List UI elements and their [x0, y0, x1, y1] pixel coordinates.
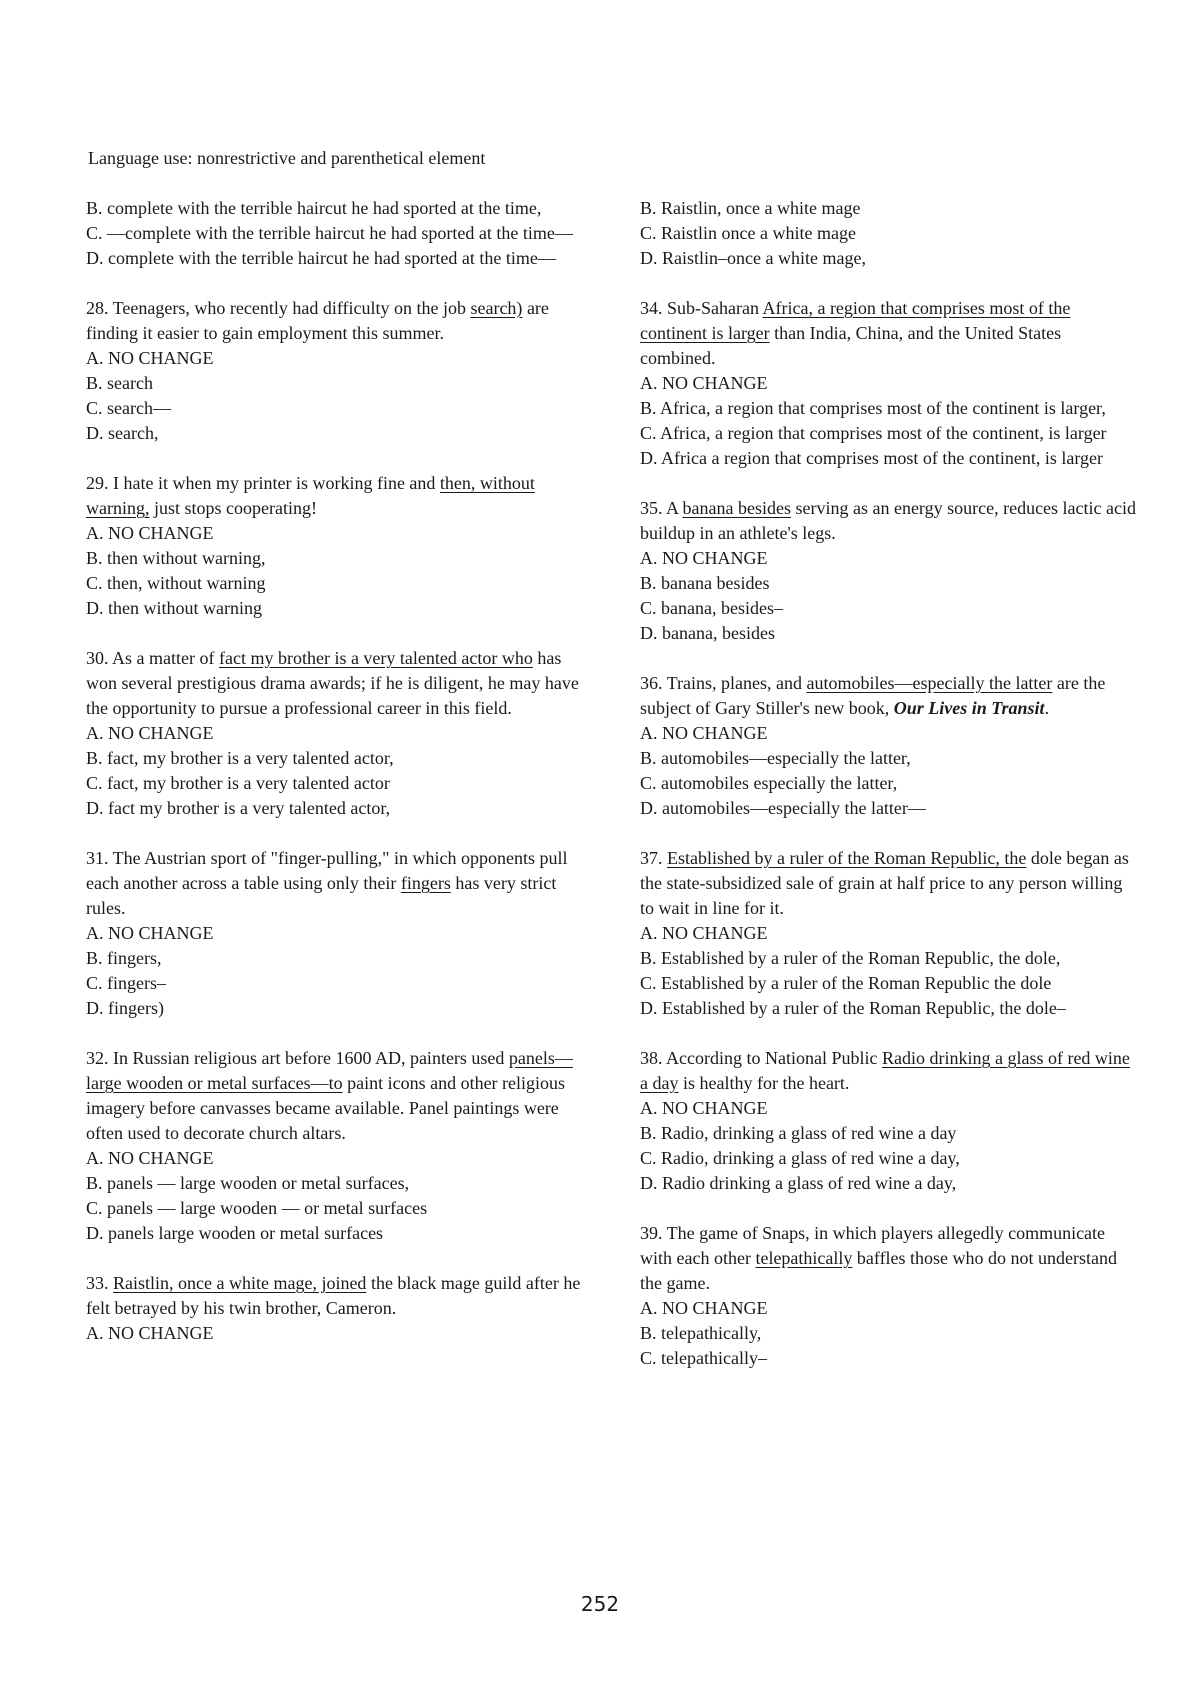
question-stem: [86, 471, 586, 521]
right-column: [640, 196, 1140, 1396]
answer-option: D. automobiles—especially the latter—: [640, 798, 926, 818]
answer-option: A. NO CHANGE: [640, 723, 768, 743]
answer-option: C. panels — large wooden — or metal surfaces: [86, 1198, 428, 1218]
answer-option: B. banana besides: [640, 573, 770, 593]
answer-option: A. NO CHANGE: [86, 723, 214, 743]
answer-option: A. NO CHANGE: [640, 923, 768, 943]
question-q34: [640, 296, 1140, 471]
stem-text: 35. A: [640, 498, 683, 518]
question-stem: [86, 296, 586, 346]
question-stem: [640, 1046, 1140, 1096]
underlined-text: automobiles—especially the latter: [806, 673, 1053, 693]
answer-option: A. NO CHANGE: [86, 523, 214, 543]
underlined-text: search): [470, 298, 523, 318]
answer-option: C. automobiles especially the latter,: [640, 773, 898, 793]
stem-text: than India, China, and the United States combined.: [640, 323, 1062, 368]
question-q32: [86, 1046, 586, 1246]
answer-option: C. then, without warning: [86, 573, 266, 593]
question-stem: [640, 296, 1140, 371]
answer-option: A. NO CHANGE: [640, 1298, 768, 1318]
answer-option: D. complete with the terrible haircut he had sported at the time—: [86, 248, 556, 268]
answer-option: B. search: [86, 373, 153, 393]
underlined-text: Established by a ruler of the Roman Republic, the: [667, 848, 1027, 868]
question-q27-cont: [86, 196, 586, 271]
stem-text: 38. According to National Public: [640, 1048, 882, 1068]
answer-option: A. NO CHANGE: [86, 1148, 214, 1168]
question-q33: [86, 1271, 586, 1346]
stem-text: 29. I hate it when my printer is working fine and: [86, 473, 440, 493]
stem-text: has won several prestigious drama awards; if he is diligent, he may have the opportunity to pursue a professional career in this field.: [86, 648, 579, 718]
stem-text: 32. In Russian religious art before 1600 AD, painters used: [86, 1048, 509, 1068]
left-column: [86, 196, 586, 1371]
stem-text: is healthy for the heart.: [678, 1073, 850, 1093]
stem-text: just stops cooperating!: [149, 498, 317, 518]
answer-option: B. telepathically,: [640, 1323, 762, 1343]
underlined-text: telepathically: [755, 1248, 853, 1268]
answer-option: D. panels large wooden or metal surfaces: [86, 1223, 384, 1243]
question-q36: [640, 671, 1140, 821]
answer-option: B. fingers,: [86, 948, 162, 968]
answer-option: C. Radio, drinking a glass of red wine a day,: [640, 1148, 960, 1168]
answer-option: C. search—: [86, 398, 171, 418]
question-stem: [640, 1221, 1140, 1296]
answer-option: D. banana, besides: [640, 623, 775, 643]
answer-option: C. Established by a ruler of the Roman Republic the dole: [640, 973, 1052, 993]
answer-option: C. Africa, a region that comprises most of the continent, is larger: [640, 423, 1107, 443]
underlined-text: Radio drinking a glass of red wine a day: [640, 1048, 1130, 1093]
underlined-text: then, without warning,: [86, 473, 535, 518]
answer-option: B. Radio, drinking a glass of red wine a day: [640, 1123, 957, 1143]
stem-text: 37.: [640, 848, 667, 868]
answer-option: A. NO CHANGE: [86, 923, 214, 943]
answer-option: A. NO CHANGE: [86, 348, 214, 368]
question-stem: [640, 496, 1140, 546]
question-q33-cont: [640, 196, 1140, 271]
answer-option: A. NO CHANGE: [640, 548, 768, 568]
answer-option: D. fingers): [86, 998, 164, 1018]
page-number: 252: [580, 1592, 620, 1616]
answer-option: B. automobiles—especially the latter,: [640, 748, 911, 768]
answer-option: C. banana, besides–: [640, 598, 783, 618]
answer-option: D. Established by a ruler of the Roman Republic, the dole–: [640, 998, 1066, 1018]
underlined-text: banana besides: [682, 498, 791, 518]
answer-option: B. Africa, a region that comprises most of the continent is larger,: [640, 398, 1106, 418]
stem-text: Our Lives in Transit: [893, 698, 1045, 718]
question-q29: [86, 471, 586, 621]
answer-option: D. Radio drinking a glass of red wine a day,: [640, 1173, 957, 1193]
answer-option: C. fact, my brother is a very talented actor: [86, 773, 390, 793]
answer-option: C. telepathically–: [640, 1348, 767, 1368]
stem-text: the black mage guild after he felt betrayed by his twin brother, Cameron.: [86, 1273, 581, 1318]
question-stem: [86, 1271, 586, 1321]
answer-option: D. fact my brother is a very talented actor,: [86, 798, 391, 818]
question-stem: [640, 846, 1140, 921]
answer-option: D. then without warning: [86, 598, 262, 618]
answer-option: C. —complete with the terrible haircut he had sported at the time—: [86, 223, 573, 243]
question-q38: [640, 1046, 1140, 1196]
underlined-text: panels—large wooden or metal surfaces—to: [86, 1048, 573, 1093]
question-stem: [86, 646, 586, 721]
answer-option: B. Raistlin, once a white mage: [640, 198, 861, 218]
answer-option: D. search,: [86, 423, 159, 443]
stem-text: dole began as the state-subsidized sale of grain at half price to any person willing to wait in line for it.: [640, 848, 1129, 918]
question-stem: [86, 846, 586, 921]
answer-option: C. fingers–: [86, 973, 166, 993]
stem-text: .: [1044, 698, 1050, 718]
question-q39: [640, 1221, 1140, 1371]
answer-option: B. fact, my brother is a very talented actor,: [86, 748, 394, 768]
question-stem: [640, 671, 1140, 721]
stem-text: are the subject of Gary Stiller's new book,: [640, 673, 1106, 718]
stem-text: 31. The Austrian sport of "finger-pulling," in which opponents pull each another across a table using only their: [86, 848, 568, 893]
answer-option: A. NO CHANGE: [640, 1098, 768, 1118]
underlined-text: fingers: [400, 873, 451, 893]
underlined-text: fact my brother is a very talented actor who: [218, 648, 533, 668]
stem-text: 34. Sub-Saharan: [640, 298, 763, 318]
section-header: Language use: nonrestrictive and parenthetical element: [88, 148, 486, 168]
stem-text: are finding it easier to gain employment this summer.: [86, 298, 549, 343]
answer-option: B. then without warning,: [86, 548, 266, 568]
answer-option: B. complete with the terrible haircut he had sported at the time,: [86, 198, 542, 218]
answer-option: A. NO CHANGE: [640, 373, 768, 393]
question-q35: [640, 496, 1140, 646]
answer-option: D. Raistlin–once a white mage,: [640, 248, 866, 268]
stem-text: 28. Teenagers, who recently had difficulty on the job: [86, 298, 471, 318]
underlined-text: Raistlin, once a white mage, joined: [113, 1273, 367, 1293]
question-q28: [86, 296, 586, 446]
answer-option: D. Africa a region that comprises most of the continent, is larger: [640, 448, 1104, 468]
answer-option: B. Established by a ruler of the Roman Republic, the dole,: [640, 948, 1061, 968]
underlined-text: Africa, a region that comprises most of the continent is larger: [640, 298, 1071, 343]
answer-option: B. panels — large wooden or metal surfaces,: [86, 1173, 410, 1193]
stem-text: paint icons and other religious imagery before canvasses became available. Panel paintings were often used to decorate church altars.: [86, 1073, 566, 1143]
stem-text: 39. The game of Snaps, in which players allegedly communicate with each other: [640, 1223, 1106, 1268]
stem-text: baffles those who do not understand the game.: [640, 1248, 1118, 1293]
question-q30: [86, 646, 586, 821]
question-q37: [640, 846, 1140, 1021]
question-stem: [86, 1046, 586, 1146]
stem-text: 36. Trains, planes, and: [640, 673, 807, 693]
answer-option: C. Raistlin once a white mage: [640, 223, 856, 243]
answer-option: A. NO CHANGE: [86, 1323, 214, 1343]
stem-text: 30. As a matter of: [86, 648, 219, 668]
stem-text: has very strict rules.: [86, 873, 557, 918]
stem-text: serving as an energy source, reduces lactic acid buildup in an athlete's legs.: [640, 498, 1136, 543]
stem-text: 33.: [86, 1273, 113, 1293]
question-q31: [86, 846, 586, 1021]
